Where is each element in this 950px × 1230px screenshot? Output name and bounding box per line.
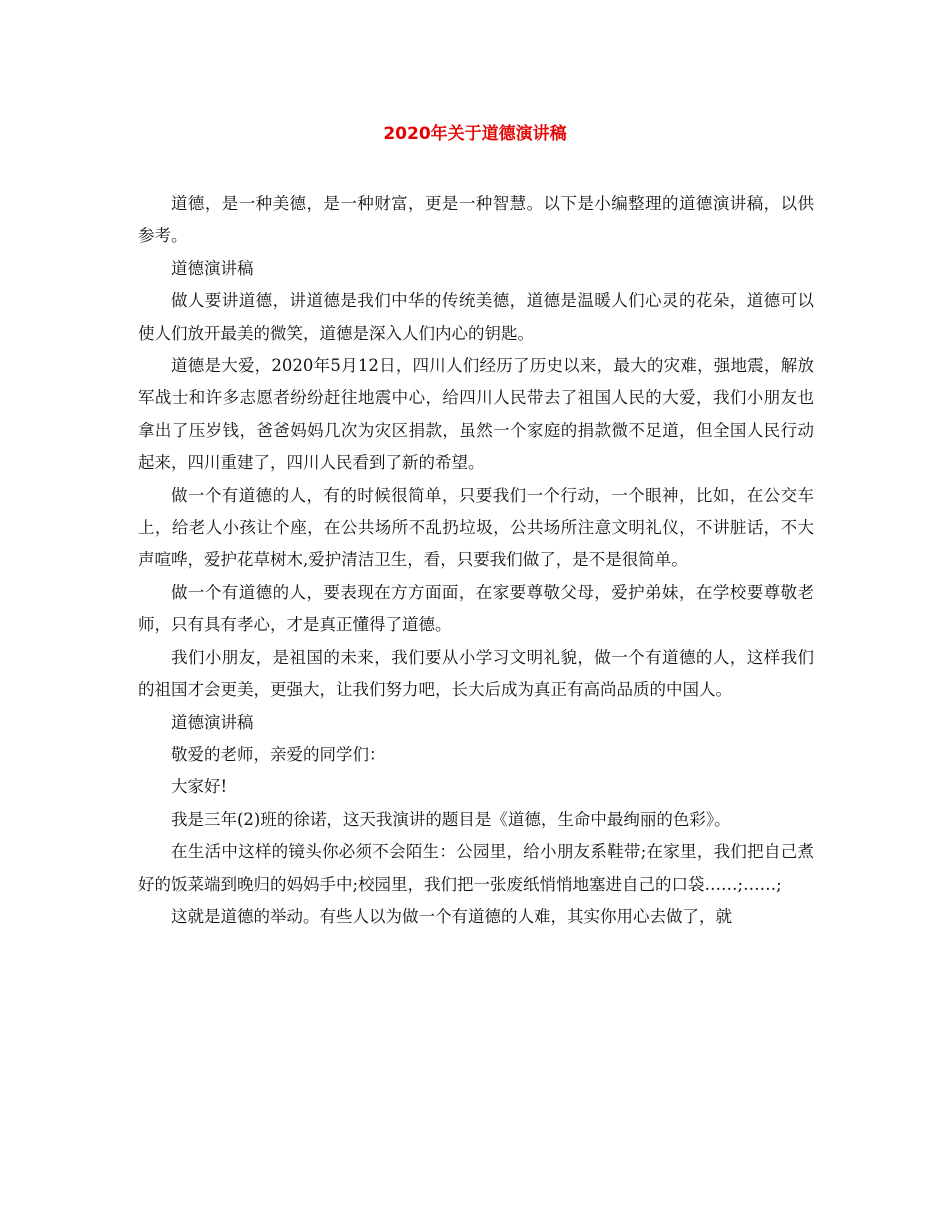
document-body <box>138 188 814 933</box>
paragraph: 我们小朋友，是祖国的未来，我们要从小学习文明礼貌，做一个有道德的人，这样我们的祖国才会更美，更强大，让我们努力吧，长大后成为真正有高尚品质的中国人。 <box>138 647 814 700</box>
paragraph: 我是三年(2)班的徐诺，这天我演讲的题目是《道德，生命中最绚丽的色彩》。 <box>171 809 731 829</box>
section-heading: 道德演讲稿 <box>171 258 254 278</box>
greeting: 大家好! <box>171 777 228 797</box>
paragraph: 这就是道德的举动。有些人以为做一个有道德的人难，其实你用心去做了，就 <box>171 906 732 926</box>
paragraph-intro: 道德，是一种美德，是一种财富，更是一种智慧。以下是小编整理的道德演讲稿，以供参考。 <box>138 194 814 246</box>
paragraph: 做一个有道德的人，要表现在方方面面，在家要尊敬父母，爱护弟妹，在学校要尊敬老师，只有具有孝心，才是真正懂得了道德。 <box>138 582 814 635</box>
page-title: 2020年关于道德演讲稿 <box>383 124 567 144</box>
salutation: 敬爱的老师，亲爱的同学们： <box>171 744 386 764</box>
paragraph: 做一个有道德的人，有的时候很简单，只要我们一个行动，一个眼神，比如，在公交车上，给老人小孩让个座，在公共场所不乱扔垃圾，公共场所注意文明礼仪，不讲脏话，不大声喧哗，爱护花草树木,爱护清洁卫生，看，只要我们做了，是不是很简单。 <box>138 485 814 570</box>
paragraph: 在生活中这样的镜头你必须不会陌生：公园里，给小朋友系鞋带;在家里，我们把自己煮好的饭菜端到晚归的妈妈手中;校园里，我们把一张废纸悄悄地塞进自己的口袋……;……; <box>138 842 814 894</box>
paragraph: 做人要讲道德，讲道德是我们中华的传统美德，道德是温暖人们心灵的花朵，道德可以使人们放开最美的微笑，道德是深入人们内心的钥匙。 <box>138 291 814 343</box>
section-heading: 道德演讲稿 <box>171 712 254 732</box>
paragraph: 道德是大爱，2020年5月12日，四川人们经历了历史以来，最大的灾难，强地震，解放军战士和许多志愿者纷纷赶往地震中心，给四川人民带去了祖国人民的大爱，我们小朋友也拿出了压岁钱，爸爸妈妈几次为灾区捐款，虽然一个家庭的捐款微不足道，但全国人民行动起来，四川重建了，四川人民看到了新的希望。 <box>138 356 814 473</box>
